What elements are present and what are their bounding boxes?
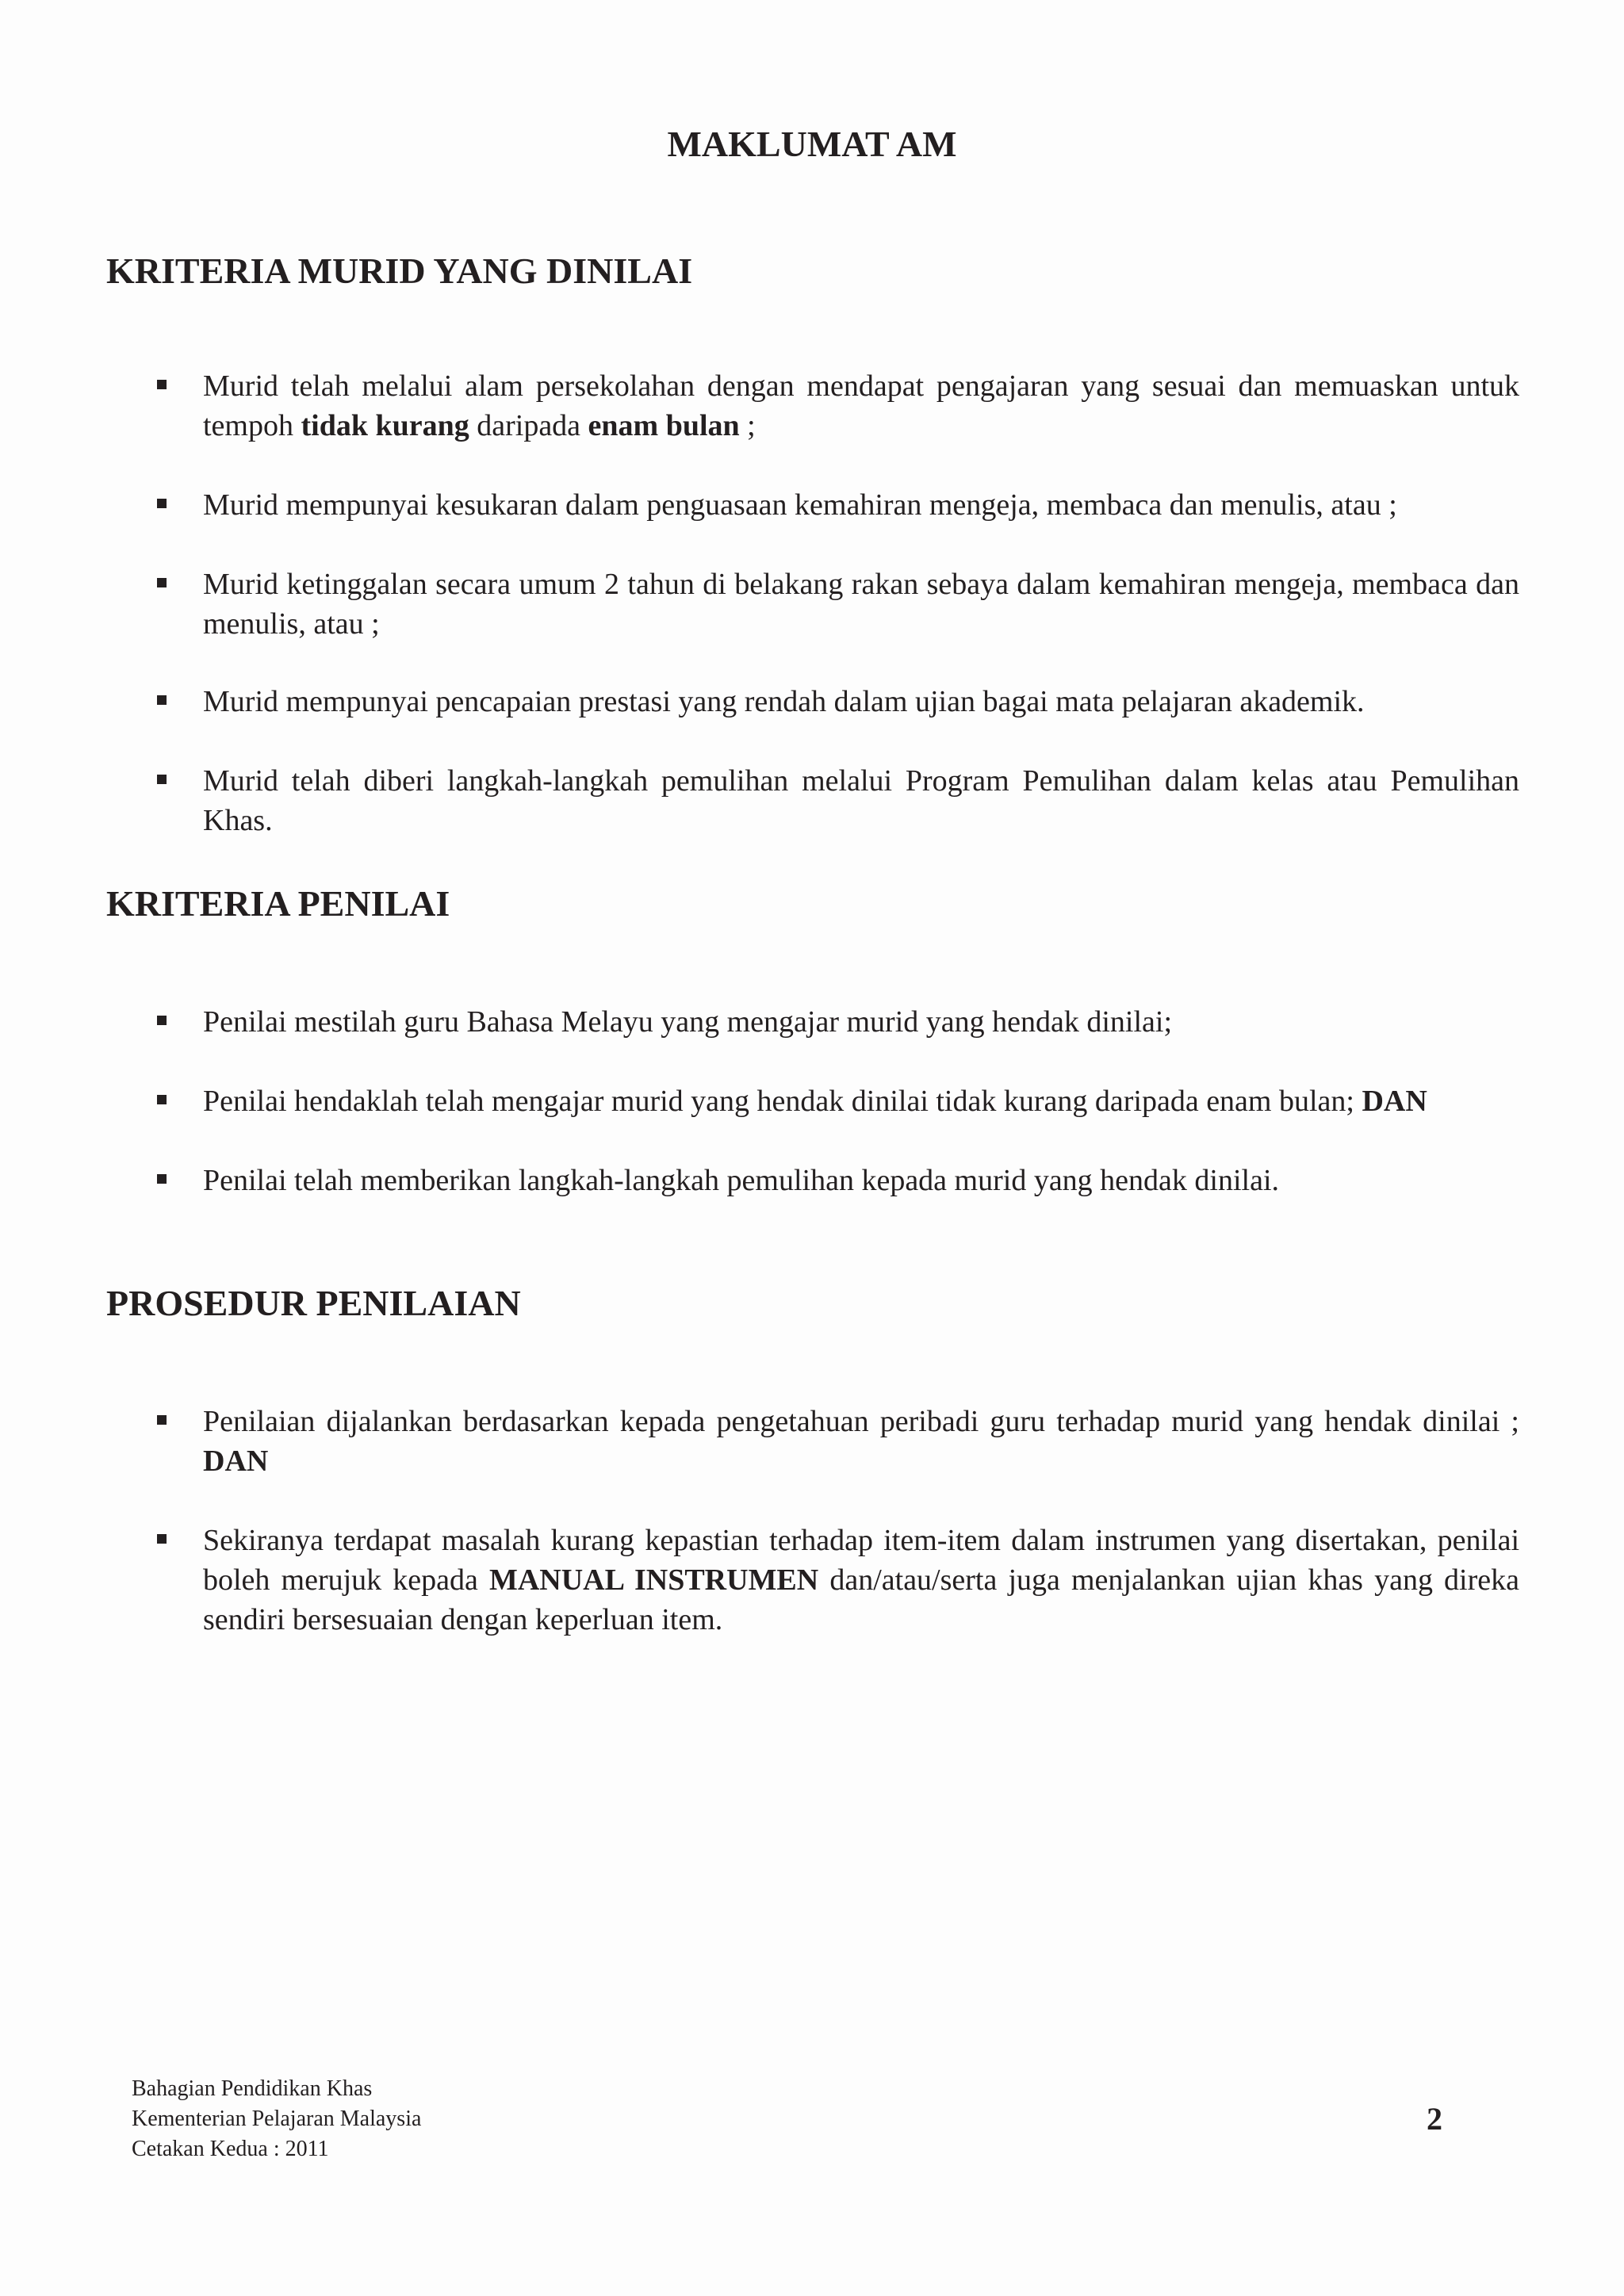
list-item [155, 682, 1365, 721]
list-item [155, 1402, 1519, 1481]
list-item-text [203, 764, 1519, 837]
bullet-icon [157, 1174, 167, 1184]
item-text-run: Murid mempunyai pencapaian prestasi yang rendah dalam ujian bagai mata pelajaran akademik. [203, 685, 1365, 718]
bullet-icon [157, 380, 167, 389]
list-item-text [203, 685, 1365, 718]
list-item-text [203, 1405, 1519, 1478]
emphasis-text: enam bulan [588, 409, 740, 442]
list-item-text [203, 1085, 1427, 1118]
list-item [155, 1002, 1172, 1042]
list-item [155, 1521, 1519, 1640]
section-heading-kriteria-murid: KRITERIA MURID YANG DINILAI [106, 251, 693, 291]
list-item-text [203, 369, 1519, 442]
list-item-text [203, 488, 1397, 522]
list-item-text [203, 1524, 1519, 1636]
item-text-run: daripada [469, 409, 588, 442]
bullet-icon [157, 499, 167, 508]
footer-publisher [132, 2074, 421, 2164]
list-item [155, 485, 1397, 525]
item-text-run: Murid mempunyai kesukaran dalam penguasaan kemahiran mengeja, membaca dan menulis, atau ; [203, 488, 1397, 522]
item-text-run: Penilaian dijalankan berdasarkan kepada pengetahuan peribadi guru terhadap murid yang hendak dinilai ; [203, 1405, 1519, 1438]
list-item [155, 366, 1519, 446]
section-heading-prosedur-penilaian: PROSEDUR PENILAIAN [106, 1283, 521, 1323]
list-item-text [203, 1164, 1279, 1197]
bullet-icon [157, 578, 167, 587]
item-text-run: Murid ketinggalan secara umum 2 tahun di belakang rakan sebaya dalam kemahiran mengeja, membaca dan menulis, atau ; [203, 568, 1519, 641]
list-item [155, 1081, 1427, 1121]
footer-line: Kementerian Pelajaran Malaysia [132, 2107, 422, 2131]
list-item [155, 1161, 1279, 1200]
item-text-run: Murid telah diberi langkah-langkah pemulihan melalui Program Pemulihan dalam kelas atau Pemulihan Khas. [203, 764, 1519, 837]
item-text-run: Penilai hendaklah telah mengajar murid yang hendak dinilai tidak kurang daripada enam bulan; [203, 1085, 1362, 1118]
bullet-icon [157, 1095, 167, 1104]
footer-line: Bahagian Pendidikan Khas [132, 2076, 373, 2101]
page-number: 2 [1427, 2101, 1442, 2137]
emphasis-text: DAN [203, 1445, 269, 1478]
page-title: MAKLUMAT AM [667, 124, 957, 164]
list-item [155, 761, 1519, 840]
item-text-run: dan/atau/serta juga menjalankan ujian khas yang direka sendiri bersesuaian dengan keperluan item. [203, 1563, 1519, 1636]
emphasis-text: tidak kurang [301, 409, 469, 442]
bullet-icon [157, 1415, 167, 1425]
bullet-icon [157, 1016, 167, 1025]
list-item-text [203, 1005, 1172, 1039]
list-item [155, 564, 1519, 644]
item-text-run: Murid telah melalui alam persekolahan dengan mendapat pengajaran yang sesuai dan memuaskan untuk tempoh [203, 369, 1519, 442]
list-item-text [203, 568, 1519, 641]
bullet-icon [157, 775, 167, 784]
item-text-run: ; [739, 409, 756, 442]
item-text-run: Sekiranya terdapat masalah kurang kepastian terhadap item-item dalam instrumen yang disertakan, penilai boleh merujuk kepada [203, 1524, 1519, 1597]
item-text-run: Penilai mestilah guru Bahasa Melayu yang mengajar murid yang hendak dinilai; [203, 1005, 1173, 1039]
item-text-run: Penilai telah memberikan langkah-langkah pemulihan kepada murid yang hendak dinilai. [203, 1164, 1280, 1197]
emphasis-text: DAN [1362, 1085, 1427, 1118]
footer-line: Cetakan Kedua : 2011 [132, 2137, 329, 2161]
emphasis-text: MANUAL INSTRUMEN [488, 1563, 819, 1597]
bullet-icon [157, 1534, 167, 1544]
section-heading-kriteria-penilai: KRITERIA PENILAI [106, 883, 450, 924]
bullet-icon [157, 695, 167, 705]
